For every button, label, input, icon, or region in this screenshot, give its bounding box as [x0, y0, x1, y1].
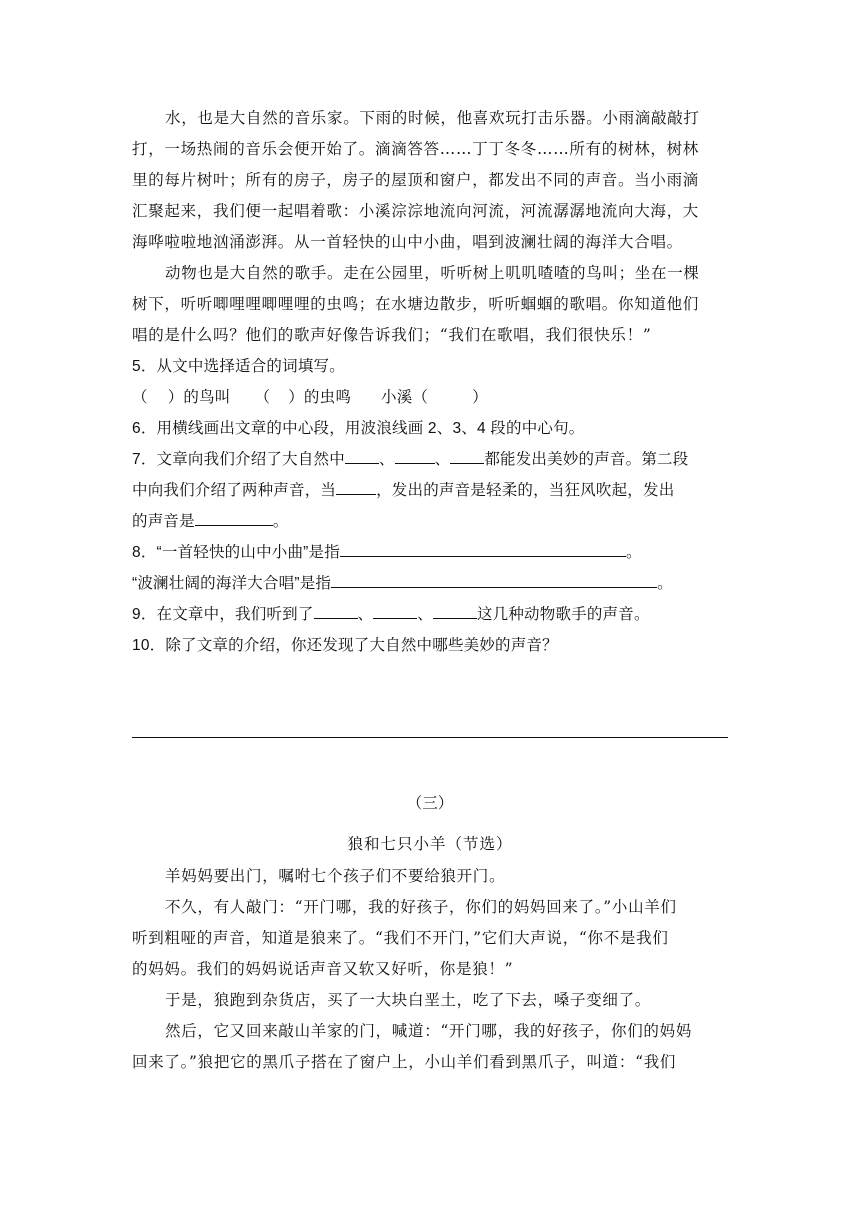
question-text: 7．文章向我们介绍了大自然中	[132, 451, 345, 468]
paragraph-line: 里的每片树叶；所有的房子，房子的屋顶和窗户，都发出不同的声音。当小雨滴	[132, 171, 700, 189]
question-text: 的声音是	[132, 513, 195, 530]
question-text: 都能发出美妙的声音。第二段	[484, 451, 689, 468]
separator: 、	[417, 606, 433, 623]
answer-blank[interactable]	[345, 445, 379, 464]
question-8-line-1	[132, 537, 728, 568]
paragraph-line: 的妈妈。我们的妈妈说话声音又软又好听，你是狼！”	[132, 960, 514, 978]
paragraph-line: 然后，它又回来敲山羊家的门，喊道：“开门哪，我的好孩子，你们的妈妈	[165, 1022, 693, 1040]
fill-open: （	[132, 389, 148, 406]
period: 。	[625, 544, 642, 561]
question-6: 6．用横线画出文章的中心段，用波浪线画 2、3、4 段的中心句。	[132, 420, 585, 437]
separator: 、	[378, 451, 395, 468]
answer-blank[interactable]	[395, 445, 435, 464]
answer-blank[interactable]	[450, 445, 484, 464]
paragraph-line: 树下，听听唧哩哩唧哩哩的虫鸣；在水塘边散步，听听蝈蝈的歌唱。你知道他们	[132, 295, 700, 313]
paragraph-line: 唱的是什么吗？他们的歌声好像告诉我们；“我们在歌唱，我们很快乐！”	[132, 326, 652, 344]
paragraph-line: 海哗啦啦地汹涌澎湃。从一首轻快的山中小曲，唱到波澜壮阔的海洋大合唱。	[132, 233, 683, 251]
question-text: “波澜壮阔的海洋大合唱”是指	[132, 575, 332, 592]
answer-blank[interactable]	[340, 538, 626, 557]
answer-blank[interactable]	[373, 600, 417, 619]
question-text: 8．“一首轻快的山中小曲”是指	[132, 544, 340, 561]
paragraph-line: 羊妈妈要出门，嘱咐七个孩子们不要给狼开门。	[165, 867, 506, 885]
question-text: 这几种动物歌手的声音。	[476, 606, 650, 623]
question-7-line-1	[132, 444, 728, 475]
paragraph-line: 汇聚起来，我们便一起唱着歌：小溪淙淙地流向河流，河流潺潺地流向大海，大	[132, 202, 700, 220]
answer-blank[interactable]	[433, 600, 477, 619]
question-10: 10．除了文章的介绍，你还发现了大自然中哪些美妙的声音？	[132, 637, 558, 654]
paragraph-line: 于是，狼跑到杂货店，买了一大块白垩土，吃了下去，嗓子变细了。	[165, 991, 652, 1009]
story-passage	[132, 861, 728, 1078]
paragraph-line: 水，也是大自然的音乐家。下雨的时候，他喜欢玩打击乐器。小雨滴敲敲打	[165, 109, 700, 127]
period: 。	[657, 575, 673, 592]
separator: 、	[357, 606, 374, 623]
paragraph-line: 听到粗哑的声音，知道是狼来了。“我们不开门，”它们大声说，“你不是我们	[132, 929, 669, 947]
question-text: ，发出的声音是轻柔的，当狂风吹起，发出	[376, 482, 675, 499]
story-title: 狼和七只小羊（节选）	[347, 835, 513, 853]
question-9	[132, 599, 728, 630]
paragraph-line: 打，一场热闹的音乐会便开始了。滴滴答答……丁丁冬冬……所有的树林，树林	[132, 140, 700, 158]
answer-blank[interactable]	[195, 507, 273, 526]
reading-passage	[132, 103, 728, 661]
fill-close: ）	[472, 389, 488, 406]
question-7-line-2	[132, 475, 728, 506]
section-number: （三）	[406, 794, 454, 812]
question-5-fill	[132, 382, 728, 413]
answer-blank[interactable]	[331, 569, 657, 588]
answer-line[interactable]	[132, 737, 728, 738]
question-text: 9．在文章中，我们听到了	[132, 606, 314, 623]
paragraph-line: 不久，有人敲门：“开门哪，我的好孩子，你们的妈妈回来了。”小山羊们	[165, 898, 677, 916]
answer-blank[interactable]	[314, 600, 358, 619]
paragraph-line: 回来了。”狼把它的黑爪子搭在了窗户上，小山羊们看到黑爪子，叫道：“我们	[132, 1053, 677, 1071]
separator: 、	[434, 451, 451, 468]
fill-open: 小溪（	[381, 389, 429, 406]
question-7-line-3	[132, 506, 728, 537]
period: 。	[272, 513, 289, 530]
question-5: 5．从文中选择适合的词填写。	[132, 358, 345, 375]
fill-close: ）的虫鸣	[288, 389, 352, 406]
question-text: 中向我们介绍了两种声音，当	[132, 482, 337, 499]
fill-open: （	[254, 389, 271, 406]
answer-blank[interactable]	[336, 476, 376, 495]
fill-close: ）的鸟叫	[167, 389, 231, 406]
question-8-line-2	[132, 568, 728, 599]
paragraph-line: 动物也是大自然的歌手。走在公园里，听听树上叽叽喳喳的鸟叫；坐在一棵	[165, 264, 700, 282]
